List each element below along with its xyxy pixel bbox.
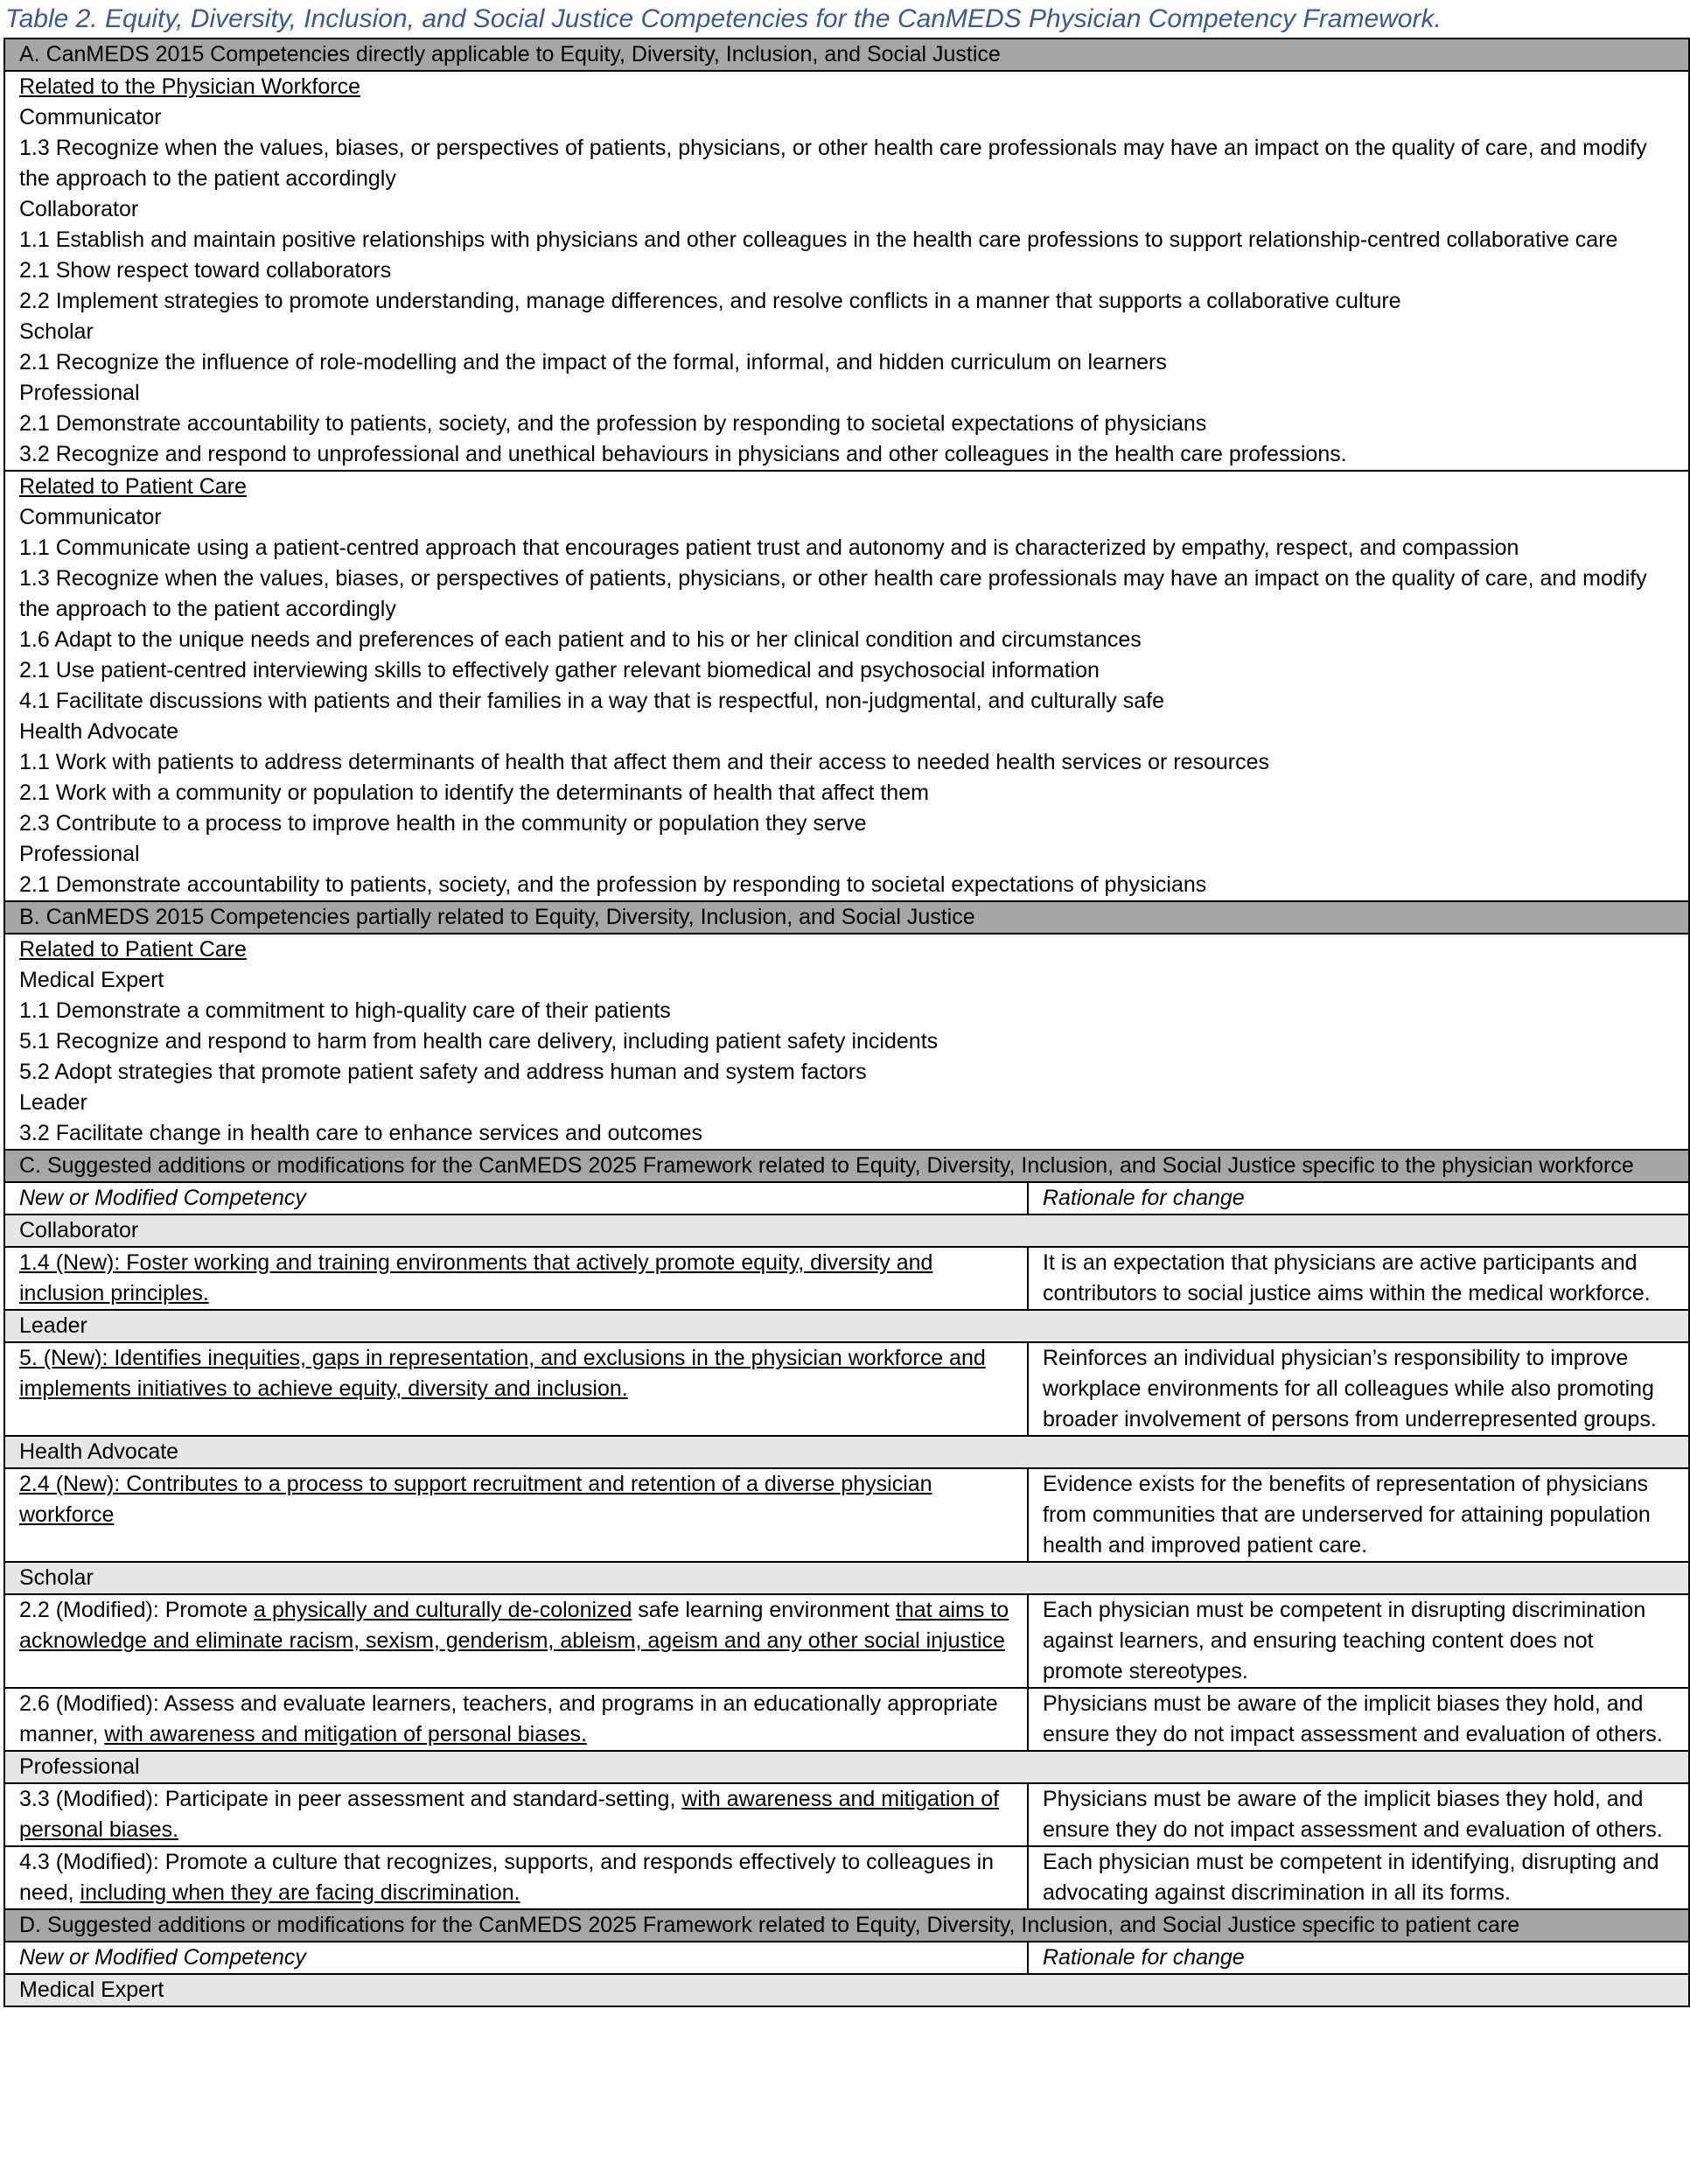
section-c-header-row [4,1150,1689,1182]
table-row [4,1846,1689,1909]
section-a-workforce-row [4,71,1689,471]
section-b-header: B. CanMEDS 2015 Competencies partially related to Equity, Diversity, Inclusion, and Social Justice [4,901,1689,934]
table-row [4,1594,1689,1688]
group-row-health-advocate [4,1436,1689,1468]
column-header-competency: New or Modified Competency [4,1942,1028,1974]
group-label: Leader [4,1310,1689,1342]
section-b-line: 3.2 Facilitate change in health care to enhance services and outcomes [19,1121,703,1145]
table-row [4,1468,1689,1562]
patient-care-line: 1.3 Recognize when the values, biases, or perspectives of patients, physicians, or other health care professionals may have an impact on the quality of care, and modify the approach to the patient accordingly [19,566,1647,621]
rationale-cell: Physicians must be aware of the implicit biases they hold, and ensure they do not impact assessment and evaluation of others. [1028,1783,1689,1846]
competency-text-underlined: with awareness and mitigation of personal biases. [19,1787,1000,1842]
patient-care-line: 2.1 Work with a community or population to identify the determinants of health that affect them [19,780,929,805]
section-b-heading: Related to Patient Care [19,937,247,962]
patient-care-line: 1.1 Work with patients to address determinants of health that affect them and their access to needed health services or resources [19,750,1270,774]
section-b-line: 5.1 Recognize and respond to harm from health care delivery, including patient safety incidents [19,1029,939,1054]
group-row-medical-expert [4,1974,1689,2006]
competency-text: 2.6 (Modified): Assess and evaluate learners, teachers, and programs in an educationally appropriate manner, [19,1691,998,1746]
group-row-professional [4,1751,1689,1783]
workforce-line: Collaborator [19,197,139,221]
workforce-heading: Related to the Physician Workforce [19,74,361,99]
patient-care-line: Professional [19,842,140,866]
column-header-rationale: Rationale for change [1028,1942,1689,1974]
competency-text-underlined: with awareness and mitigation of personal biases. [104,1722,587,1746]
rationale-cell: Physicians must be aware of the implicit biases they hold, and ensure they do not impact assessment and evaluation of others. [1028,1688,1689,1751]
competency-text: 5. (New): Identifies inequities, gaps in representation, and exclusions in the physician workforce and implements initiatives to achieve equity, diversity and inclusion. [19,1346,986,1401]
table-row [4,1342,1689,1436]
workforce-line: 2.2 Implement strategies to promote understanding, manage differences, and resolve conflicts in a manner that supports a collaborative culture [19,289,1401,313]
section-d-header: D. Suggested additions or modifications for the CanMEDS 2025 Framework related to Equity, Diversity, Inclusion, and Social Justice specific to patient care [4,1909,1689,1942]
section-b-line: 5.2 Adopt strategies that promote patient safety and address human and system factors [19,1060,867,1084]
competency-cell [4,1688,1028,1751]
group-label: Professional [4,1751,1689,1783]
workforce-line: 1.1 Establish and maintain positive relationships with physicians and other colleagues in the health care professions to support relationship-centred collaborative care [19,228,1618,252]
group-row-collaborator [4,1214,1689,1247]
competency-cell [4,1342,1028,1436]
patient-care-line: 1.1 Communicate using a patient-centred approach that encourages patient trust and autonomy and is characterized by empathy, respect, and compassion [19,536,1519,560]
section-b-line: Leader [19,1090,87,1115]
group-row-leader [4,1310,1689,1342]
competency-cell [4,1846,1028,1909]
section-a-header-row [4,38,1689,71]
section-a-header: A. CanMEDS 2015 Competencies directly applicable to Equity, Diversity, Inclusion, and Social Justice [4,38,1689,71]
workforce-line: Professional [19,381,140,405]
table-row [4,1783,1689,1846]
table-row [4,1688,1689,1751]
competency-text: 1.4 (New): Foster working and training environments that actively promote equity, diversity and inclusion principles. [19,1250,933,1306]
section-a-patient-care-cell [4,471,1689,901]
patient-care-line: Health Advocate [19,719,179,744]
competency-table [3,38,1690,2007]
workforce-line: Scholar [19,319,94,344]
rationale-cell: Each physician must be competent in disrupting discrimination against learners, and ensuring teaching content does not promote stereotypes. [1028,1594,1689,1688]
section-b-header-row [4,901,1689,934]
section-b-line: 1.1 Demonstrate a commitment to high-quality care of their patients [19,998,671,1023]
rationale-cell: Evidence exists for the benefits of representation of physicians from communities that are underserved for attaining population health and improved patient care. [1028,1468,1689,1562]
column-header-rationale: Rationale for change [1028,1182,1689,1214]
competency-cell [4,1468,1028,1562]
rationale-cell: Reinforces an individual physician’s responsibility to improve workplace environments for all colleagues while also promoting broader involvement of persons from underrepresented groups. [1028,1342,1689,1436]
competency-text: 4.3 (Modified): Promote a culture that recognizes, supports, and responds effectively to colleagues in need, [19,1850,995,1905]
section-a-patient-care-row [4,471,1689,901]
competency-text: 2.2 (Modified): Promote [19,1598,255,1622]
patient-care-line: 1.6 Adapt to the unique needs and preferences of each patient and to his or her clinical condition and circumstances [19,627,1142,652]
patient-care-line: 2.1 Use patient-centred interviewing skills to effectively gather relevant biomedical and psychosocial information [19,658,1100,682]
rationale-cell: It is an expectation that physicians are active participants and contributors to social justice aims within the medical workforce. [1028,1247,1689,1310]
competency-text-underlined: a physically and culturally de-colonized [254,1598,632,1622]
workforce-line: 3.2 Recognize and respond to unprofessional and unethical behaviours in physicians and other colleagues in the health care professions. [19,442,1347,466]
group-label: Scholar [4,1562,1689,1594]
patient-care-line: 2.1 Demonstrate accountability to patients, society, and the profession by responding to societal expectations of physicians [19,872,1207,897]
section-b-row [4,934,1689,1150]
workforce-line: Communicator [19,105,162,130]
competency-text: 3.3 (Modified): Participate in peer assessment and standard-setting, [19,1787,682,1811]
patient-care-heading: Related to Patient Care [19,474,247,499]
table-caption: Table 2. Equity, Diversity, Inclusion, and Social Justice Competencies for the CanMEDS Physician Competency Framework. [5,4,1442,33]
section-d-header-row [4,1909,1689,1942]
workforce-line: 2.1 Show respect toward collaborators [19,258,392,283]
competency-cell [4,1247,1028,1310]
workforce-line: 2.1 Recognize the influence of role-modelling and the impact of the formal, informal, and hidden curriculum on learners [19,350,1167,374]
patient-care-line: Communicator [19,505,162,529]
rationale-cell: Each physician must be competent in identifying, disrupting and advocating against discrimination in all its forms. [1028,1846,1689,1909]
section-b-cell [4,934,1689,1150]
competency-text: 2.4 (New): Contributes to a process to support recruitment and retention of a diverse physician workforce [19,1472,932,1527]
competency-text-underlined: that aims to acknowledge and eliminate racism, sexism, genderism, ableism, ageism and any other social injustice [19,1598,1009,1653]
section-c-header: C. Suggested additions or modifications for the CanMEDS 2025 Framework related to Equity, Diversity, Inclusion, and Social Justice specific to the physician workforce [4,1150,1689,1182]
workforce-line: 2.1 Demonstrate accountability to patients, society, and the profession by responding to societal expectations of physicians [19,411,1207,436]
column-header-competency: New or Modified Competency [4,1182,1028,1214]
group-label: Health Advocate [4,1436,1689,1468]
competency-cell [4,1783,1028,1846]
group-label: Collaborator [4,1214,1689,1247]
table-row [4,1247,1689,1310]
competency-cell [4,1594,1028,1688]
workforce-line: 1.3 Recognize when the values, biases, or perspectives of patients, physicians, or other health care professionals may have an impact on the quality of care, and modify the approach to the patient accordingly [19,136,1647,191]
patient-care-line: 2.3 Contribute to a process to improve health in the community or population they serve [19,811,867,836]
group-row-scholar [4,1562,1689,1594]
patient-care-line: 4.1 Facilitate discussions with patients and their families in a way that is respectful, non-judgmental, and culturally safe [19,689,1164,713]
section-d-column-header-row [4,1942,1689,1974]
section-b-line: Medical Expert [19,968,164,992]
competency-text: safe learning environment [632,1598,896,1622]
section-c-column-header-row [4,1182,1689,1214]
section-a-workforce-cell [4,71,1689,471]
competency-text-underlined: including when they are facing discrimination. [80,1880,520,1905]
group-label: Medical Expert [4,1974,1689,2006]
